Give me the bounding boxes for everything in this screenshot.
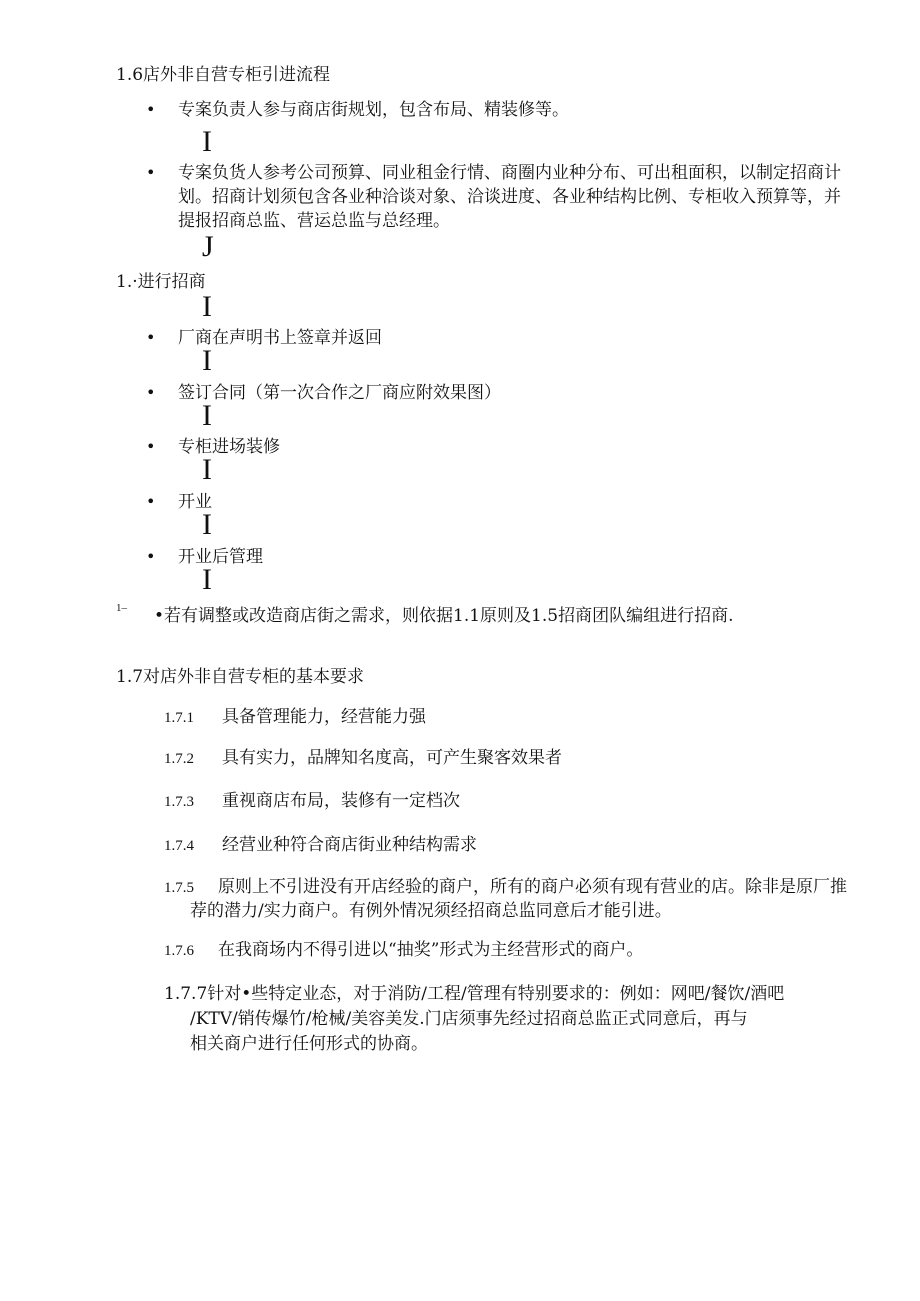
section-1-6-title: 1.6店外非自营专柜引进流程 <box>116 65 331 85</box>
flow-step-4: 签订合同（第一次合作之厂商应附效果图） <box>178 383 501 403</box>
requirement-7-line-3: 相关商户进行任何形式的协商。 <box>190 1034 428 1054</box>
flow-step-2: 专案负货人参考公司预算、同业租金行情、商圈内业种分布、可出租面积，以制定招商计划。招商计划须包含各业种洽谈对象、洽谈进度、各业种结构比例、专柜收入预算等，并提报招商总监、营运总监与总经理。 <box>178 163 841 231</box>
flow-arrow-icon: I <box>202 563 212 596</box>
flow-arrow-icon: I <box>202 453 212 486</box>
footnote-marker: 1– <box>116 602 127 614</box>
flow-step-7: 开业后管理 <box>178 547 263 567</box>
flow-arrow-icon: I <box>202 399 212 432</box>
bullet: • <box>146 492 156 511</box>
flow-arrow-icon: I <box>202 344 212 377</box>
requirement-text: 在我商场内不得引进以“抽奖”形式为主经营形式的商户。 <box>218 940 644 960</box>
flow-arrow-icon: I <box>202 290 212 323</box>
bullet: • <box>146 547 156 566</box>
section-1-7-title: 1.7对店外非自营专柜的基本要求 <box>116 667 365 687</box>
item-number: 1.7.6 <box>164 943 194 959</box>
item-number: 1.7.2 <box>164 751 194 767</box>
bullet: • <box>146 328 156 347</box>
flow-arrow-icon: I <box>202 125 212 158</box>
requirement-text: 原则上不引进没有开店经验的商户，所有的商户必须有现有营业的店。除非是原厂推荐的潜力/实力商户。有例外情况须经招商总监同意后才能引进。 <box>190 877 847 921</box>
bullet: • <box>146 100 156 119</box>
item-number: 1.7.5 <box>164 880 194 896</box>
sub-heading-recruit: 1.·进行招商 <box>116 272 206 292</box>
flow-step-5: 专柜进场装修 <box>178 437 280 457</box>
bullet: • <box>146 383 156 402</box>
bullet: • <box>146 437 156 456</box>
requirement-text: 重视商店布局，装修有一定档次 <box>222 791 460 811</box>
requirement-7-line-1: 1.7.7针对•些特定业态，对于消防/工程/管理有特别要求的：例如：网吧/餐饮/酒吧 <box>164 984 785 1004</box>
flow-arrow-icon: I <box>202 508 212 541</box>
requirement-text: 具有实力，品牌知名度高，可产生聚客效果者 <box>222 748 562 768</box>
flow-step-3: 厂商在声明书上签章并返回 <box>178 328 382 348</box>
flow-step-1: 专案负责人参与商店街规划，包含布局、精装修等。 <box>178 100 569 120</box>
adjustment-note: •若有调整或改造商店街之需求，则依据1.1原则及1.5招商团队编组进行招商. <box>154 606 734 626</box>
item-number: 1.7.4 <box>164 838 194 854</box>
requirement-text: 具备管理能力，经营能力强 <box>222 707 426 727</box>
flow-arrow-icon: J <box>202 230 214 263</box>
requirement-text: 经营业种符合商店街业种结构需求 <box>222 835 477 855</box>
item-number: 1.7.1 <box>164 710 194 726</box>
item-number: 1.7.3 <box>164 794 194 810</box>
flow-step-6: 开业 <box>178 492 212 512</box>
bullet: • <box>146 163 156 182</box>
requirement-7-line-2: /KTV/销传爆竹/枪械/美容美发.门店须事先经过招商总监正式同意后，再与 <box>190 1009 748 1029</box>
